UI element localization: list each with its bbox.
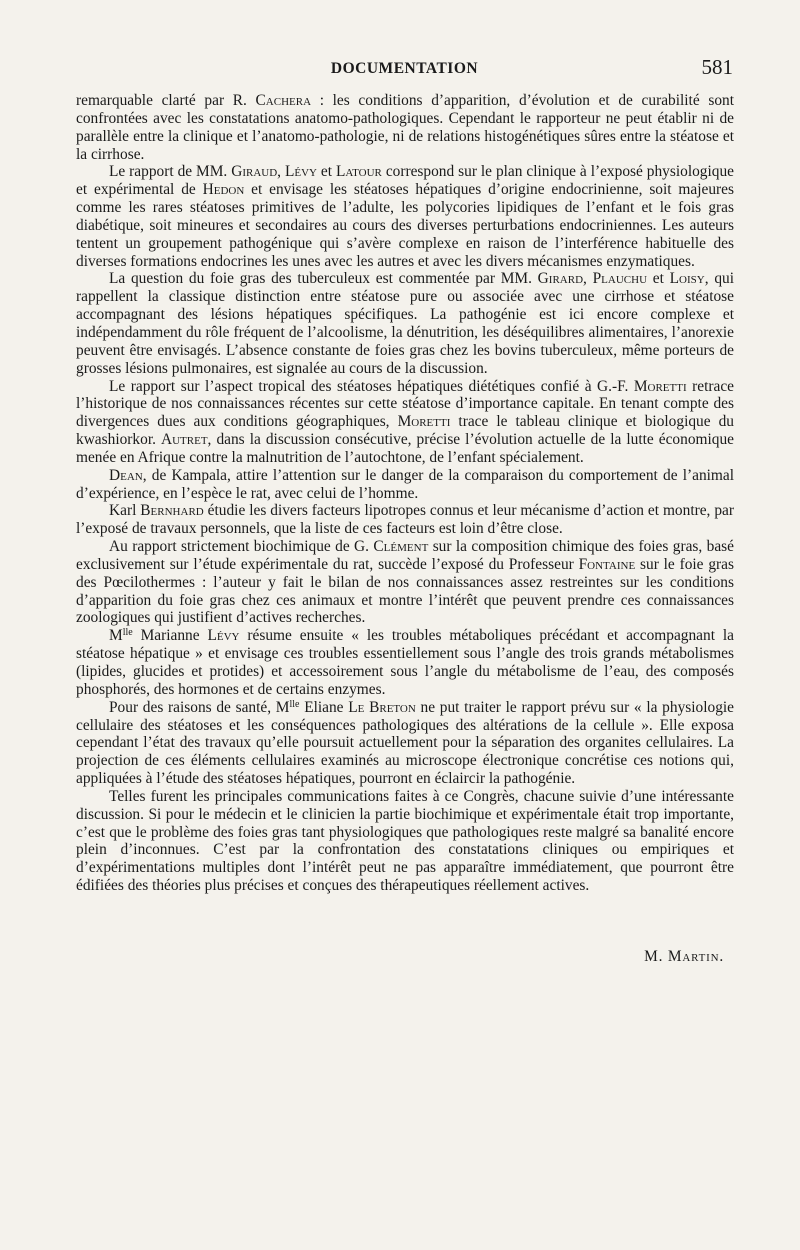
text-run: étudie les divers facteurs lipotropes connus et leur mécanisme d’action et montre, par l’exposé de travaux personnels, que la liste de ces facteurs est loin d’être close. bbox=[76, 502, 734, 538]
text-run: trace le tableau clinique et biologique du kwashiorkor. bbox=[76, 413, 734, 449]
text-run: , bbox=[583, 270, 593, 288]
text-run: résume ensuite « les troubles métaboliques précédant et accompagnant la stéatose hépatique » et envisage ces troubles essentiellement sous l’angle des trois grands métabolismes (lipides, glucides et protides) et accessoirement sous l’angle du métabolisme de l’eau, des composés phosphorés, des hormones et de certains enzymes. bbox=[76, 627, 734, 698]
text-run: Marianne bbox=[132, 627, 208, 645]
paragraph bbox=[76, 163, 734, 270]
author-name: Giraud bbox=[231, 163, 278, 181]
author-name: Hedon bbox=[202, 181, 245, 199]
text-run: retrace l’historique de nos connaissances récentes sur cette stéatose d’importance capitale. En tenant compte des divergences dues aux conditions géographiques, bbox=[76, 377, 734, 431]
text-run: : les conditions d’apparition, d’évolution et de curabilité sont confrontées avec les constatations anatomo-pathologiques. Cependant le rapporteur ne peut établir ni de parallèle entre la clinique et l’anatomo-pathologie, ni de relations histogénétiques sûres entre la stéatose et la cirrhose. bbox=[76, 92, 734, 163]
running-head: DOCUMENTATION bbox=[330, 60, 479, 77]
text-run: sur le foie gras des Pœcilothermes : l’auteur y fait le bilan de nos connaissances assez restreintes sur les conditions d’apparition du foie gras chez ces animaux et montre l’intérêt que peuvent prendre ces connaissances zoologiques qui justifient d’actives recherches. bbox=[76, 555, 734, 627]
author-name: Moretti bbox=[397, 413, 451, 431]
paragraph bbox=[76, 699, 734, 788]
page-number: 581 bbox=[701, 55, 733, 79]
paragraph bbox=[76, 467, 734, 503]
text-run: Telles furent les principales communications faites à ce Congrès, chacune suivie d’une intéressante discussion. Si pour le médecin et le clinicien la partie biochimique et expérimentale était trop importante, c’est que le problème des foies gras tant physiologiques que pathologiques reste malgré sa banalité encore plein d’inconnues. C’est par la confrontation des constatations cliniques ou empiriques et d’expérimentations multiples dont l’intérêt peut ne pas apparaître immédiatement, que pourront être édifiées des théories plus précises et conçues des thérapeutiques réellement actives. bbox=[76, 787, 734, 895]
author-name: Le Breton bbox=[348, 698, 416, 716]
text-run: remarquable clarté par R. bbox=[76, 92, 256, 109]
text-run: , dans la discussion consécutive, précise l’évolution actuelle de la lutte économique menée en Afrique contre la malnutrition de l’autochtone, de l’enfant spécialement. bbox=[76, 431, 734, 466]
text-run: Le rapport de MM. bbox=[109, 163, 232, 181]
text-run: , qui rappellent la classique distinction entre stéatose pure ou associée avec une cirrhose et stéatose accompagnant des lésions hépatiques spécifiques. La pathogénie est ici encore complexe et indépendamment du rôle fréquent de l’alcoolisme, la dénutrition, les déséquilibres alimentaires, l’anorexie peuvent être envisagés. L’absence constante de foies gras chez les bovins tuberculeux, même porteurs de grosses lésions pulmonaires, est signalée au cours de la discussion. bbox=[76, 270, 734, 377]
paragraph bbox=[76, 270, 734, 377]
text-run: M bbox=[109, 627, 123, 645]
text-run: sur la composition chimique des foies gras, basé exclusivement sur l’étude expérimentale du rat, succède l’exposé du Professeur bbox=[76, 538, 734, 573]
text-run: La question du foie gras des tuberculeux est commentée par MM. bbox=[109, 270, 538, 288]
text-run: , bbox=[277, 163, 285, 181]
author-name: Moretti bbox=[633, 377, 687, 395]
text-run: Le rapport sur l’aspect tropical des stéatoses hépatiques diététiques confié à G.-F. bbox=[109, 377, 634, 395]
text-run: et bbox=[647, 270, 670, 288]
author-name: Dean bbox=[109, 466, 143, 484]
superscript: lle bbox=[289, 698, 300, 710]
paragraph bbox=[76, 502, 734, 538]
author-name: Fontaine bbox=[578, 555, 636, 573]
superscript: lle bbox=[122, 627, 133, 639]
author-name: Clément bbox=[373, 538, 429, 556]
author-signature bbox=[644, 948, 724, 966]
text-run: et bbox=[316, 163, 336, 181]
text-run: ne put traiter le rapport prévu sur « la physiologie cellulaire des stéatoses et les conséquences pathologiques des altérations de la cellule ». Elle exposa cependant l’état des travaux qu’elle poursuit actuellement pour la séparation des organites cellulaires. La projection de ces éléments cellulaires examinés au microscope électronique concrétise ces notions qui, appliquées à l’étude des stéatoses hépatiques, pourront en éclaircir la pathogénie. bbox=[76, 698, 734, 788]
paragraph bbox=[76, 378, 734, 467]
text-run: Au rapport strictement biochimique de G. bbox=[109, 538, 374, 556]
author-name: Latour bbox=[336, 163, 382, 181]
text-run: et envisage les stéatoses hépatiques d’origine endocrinienne, soit majeures comme les rares stéatoses primitives de l’adulte, les polycories lipidiques de l’enfant et le fois gras diabétique, soit mineures et secondaires au cours des diverses perturbations endocriniennes. Les auteurs tentent un groupement pathogénique qui s’avère complexe en raison de l’interférence habituelle des diverses formations endocrines les unes avec les autres et avec les divers mécanismes enzymatiques. bbox=[76, 181, 734, 270]
body-text bbox=[76, 92, 734, 895]
text-run: , de Kampala, attire l’attention sur le danger de la comparaison du comportement de l’animal d’expérience, en l’espèce le rat, avec celui de l’homme. bbox=[76, 466, 734, 502]
author-name: Bernhard bbox=[140, 502, 204, 520]
signature-end: . bbox=[719, 948, 724, 965]
paragraph bbox=[76, 788, 734, 895]
author-name: Cachera bbox=[255, 92, 312, 109]
text-run: Eliane bbox=[299, 698, 349, 716]
author-name: Girard bbox=[537, 270, 584, 288]
signature-surname: Martin bbox=[667, 948, 720, 965]
author-name: Lévy bbox=[207, 627, 240, 645]
paragraph bbox=[76, 627, 734, 698]
author-name: Lévy bbox=[284, 163, 317, 181]
text-run: Karl bbox=[109, 502, 141, 520]
text-run: correspond sur le plan clinique à l’exposé physiologique et expérimental de bbox=[76, 163, 734, 199]
text-run: Pour des raisons de santé, M bbox=[109, 698, 290, 716]
author-name: Autret bbox=[160, 431, 208, 449]
signature-initial: M. bbox=[644, 948, 668, 965]
author-name: Plauchu bbox=[592, 270, 648, 288]
page-header bbox=[76, 55, 733, 81]
author-name: Loisy bbox=[669, 270, 705, 288]
paragraph bbox=[76, 92, 734, 163]
paragraph bbox=[76, 538, 734, 627]
